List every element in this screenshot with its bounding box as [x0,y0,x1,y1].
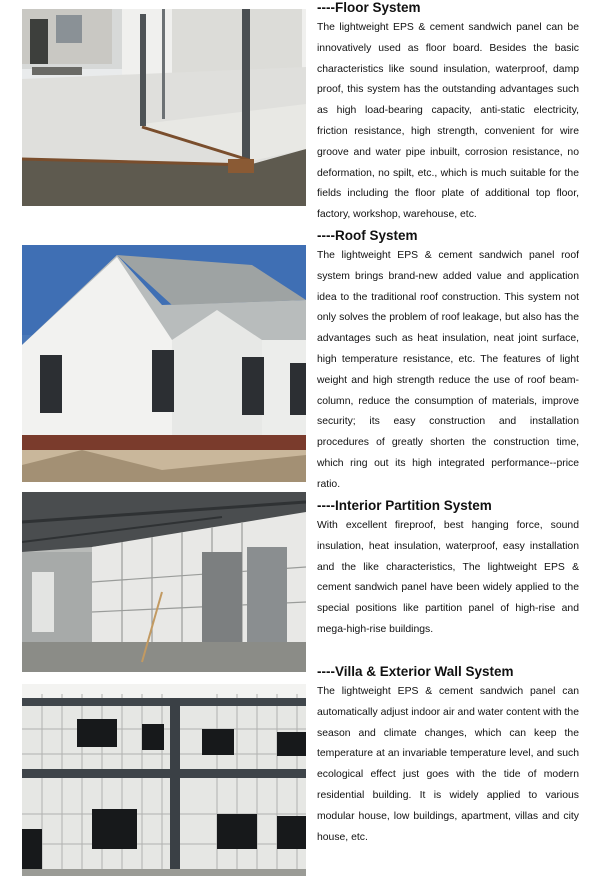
villa-exterior-text [317,664,579,848]
villa-exterior-photo [22,684,306,876]
interior-partition-photo [22,492,306,672]
section-body: The lightweight EPS & cement sandwich panel can automatically adjust indoor air and water content with the season and climate changes, which can keep the temperature at an invariable temperature level, and such ecological effect just goes with the tide of modern residential building. It is widely applied to various modular house, low buildings, apartment, villas and city house, etc. [317,686,579,843]
section-title: ----Roof System [317,228,418,243]
section-title: ----Interior Partition System [317,498,492,513]
floor-system-text [317,0,579,226]
interior-partition-text [317,498,579,641]
section-body: With excellent fireproof, best hanging force, sound insulation, heat insulation, waterproof, easy installation and the like characteristics, The lightweight EPS & cement sandwich panel have been widely applied to the special positions like partition panel of high-rise and mega-high-rise buildings. [317,520,579,635]
section-title: ----Villa & Exterior Wall System [317,664,514,679]
floor-system-photo [22,9,306,206]
roof-system-photo [22,245,306,482]
section-body: The lightweight EPS & cement sandwich panel can be innovatively used as floor board. Besides the basic characteristics like sound insulation, waterproof, damp proof, this system has the outstanding advantages such as high load-bearing capacity, anti-static electricity, friction resistance, high strength, convenient for wire groove and water pipe inbuilt, corrosion resistance, no deformation, no spilt, etc., which is much suitable for the fields including the floor plate of additional top floor, factory, workshop, warehouse, etc. [317,22,579,221]
section-body: The lightweight EPS & cement sandwich panel roof system brings brand-new added value and application idea to the traditional roof construction. This system not only solves the problem of roof leakage, but also has the advantages such as heat insulation, neat joint surface, high temperature resistance, etc. The features of light weight and high strength reduce the use of roof beam-column, reduce the consumption of materials, improve security; its easy construction and installation procedures of greatly shorten the construction time, which ring out its high integrated performance--price ratio. [317,250,579,490]
section-title: ----Floor System [317,0,421,15]
roof-system-text [317,228,579,496]
